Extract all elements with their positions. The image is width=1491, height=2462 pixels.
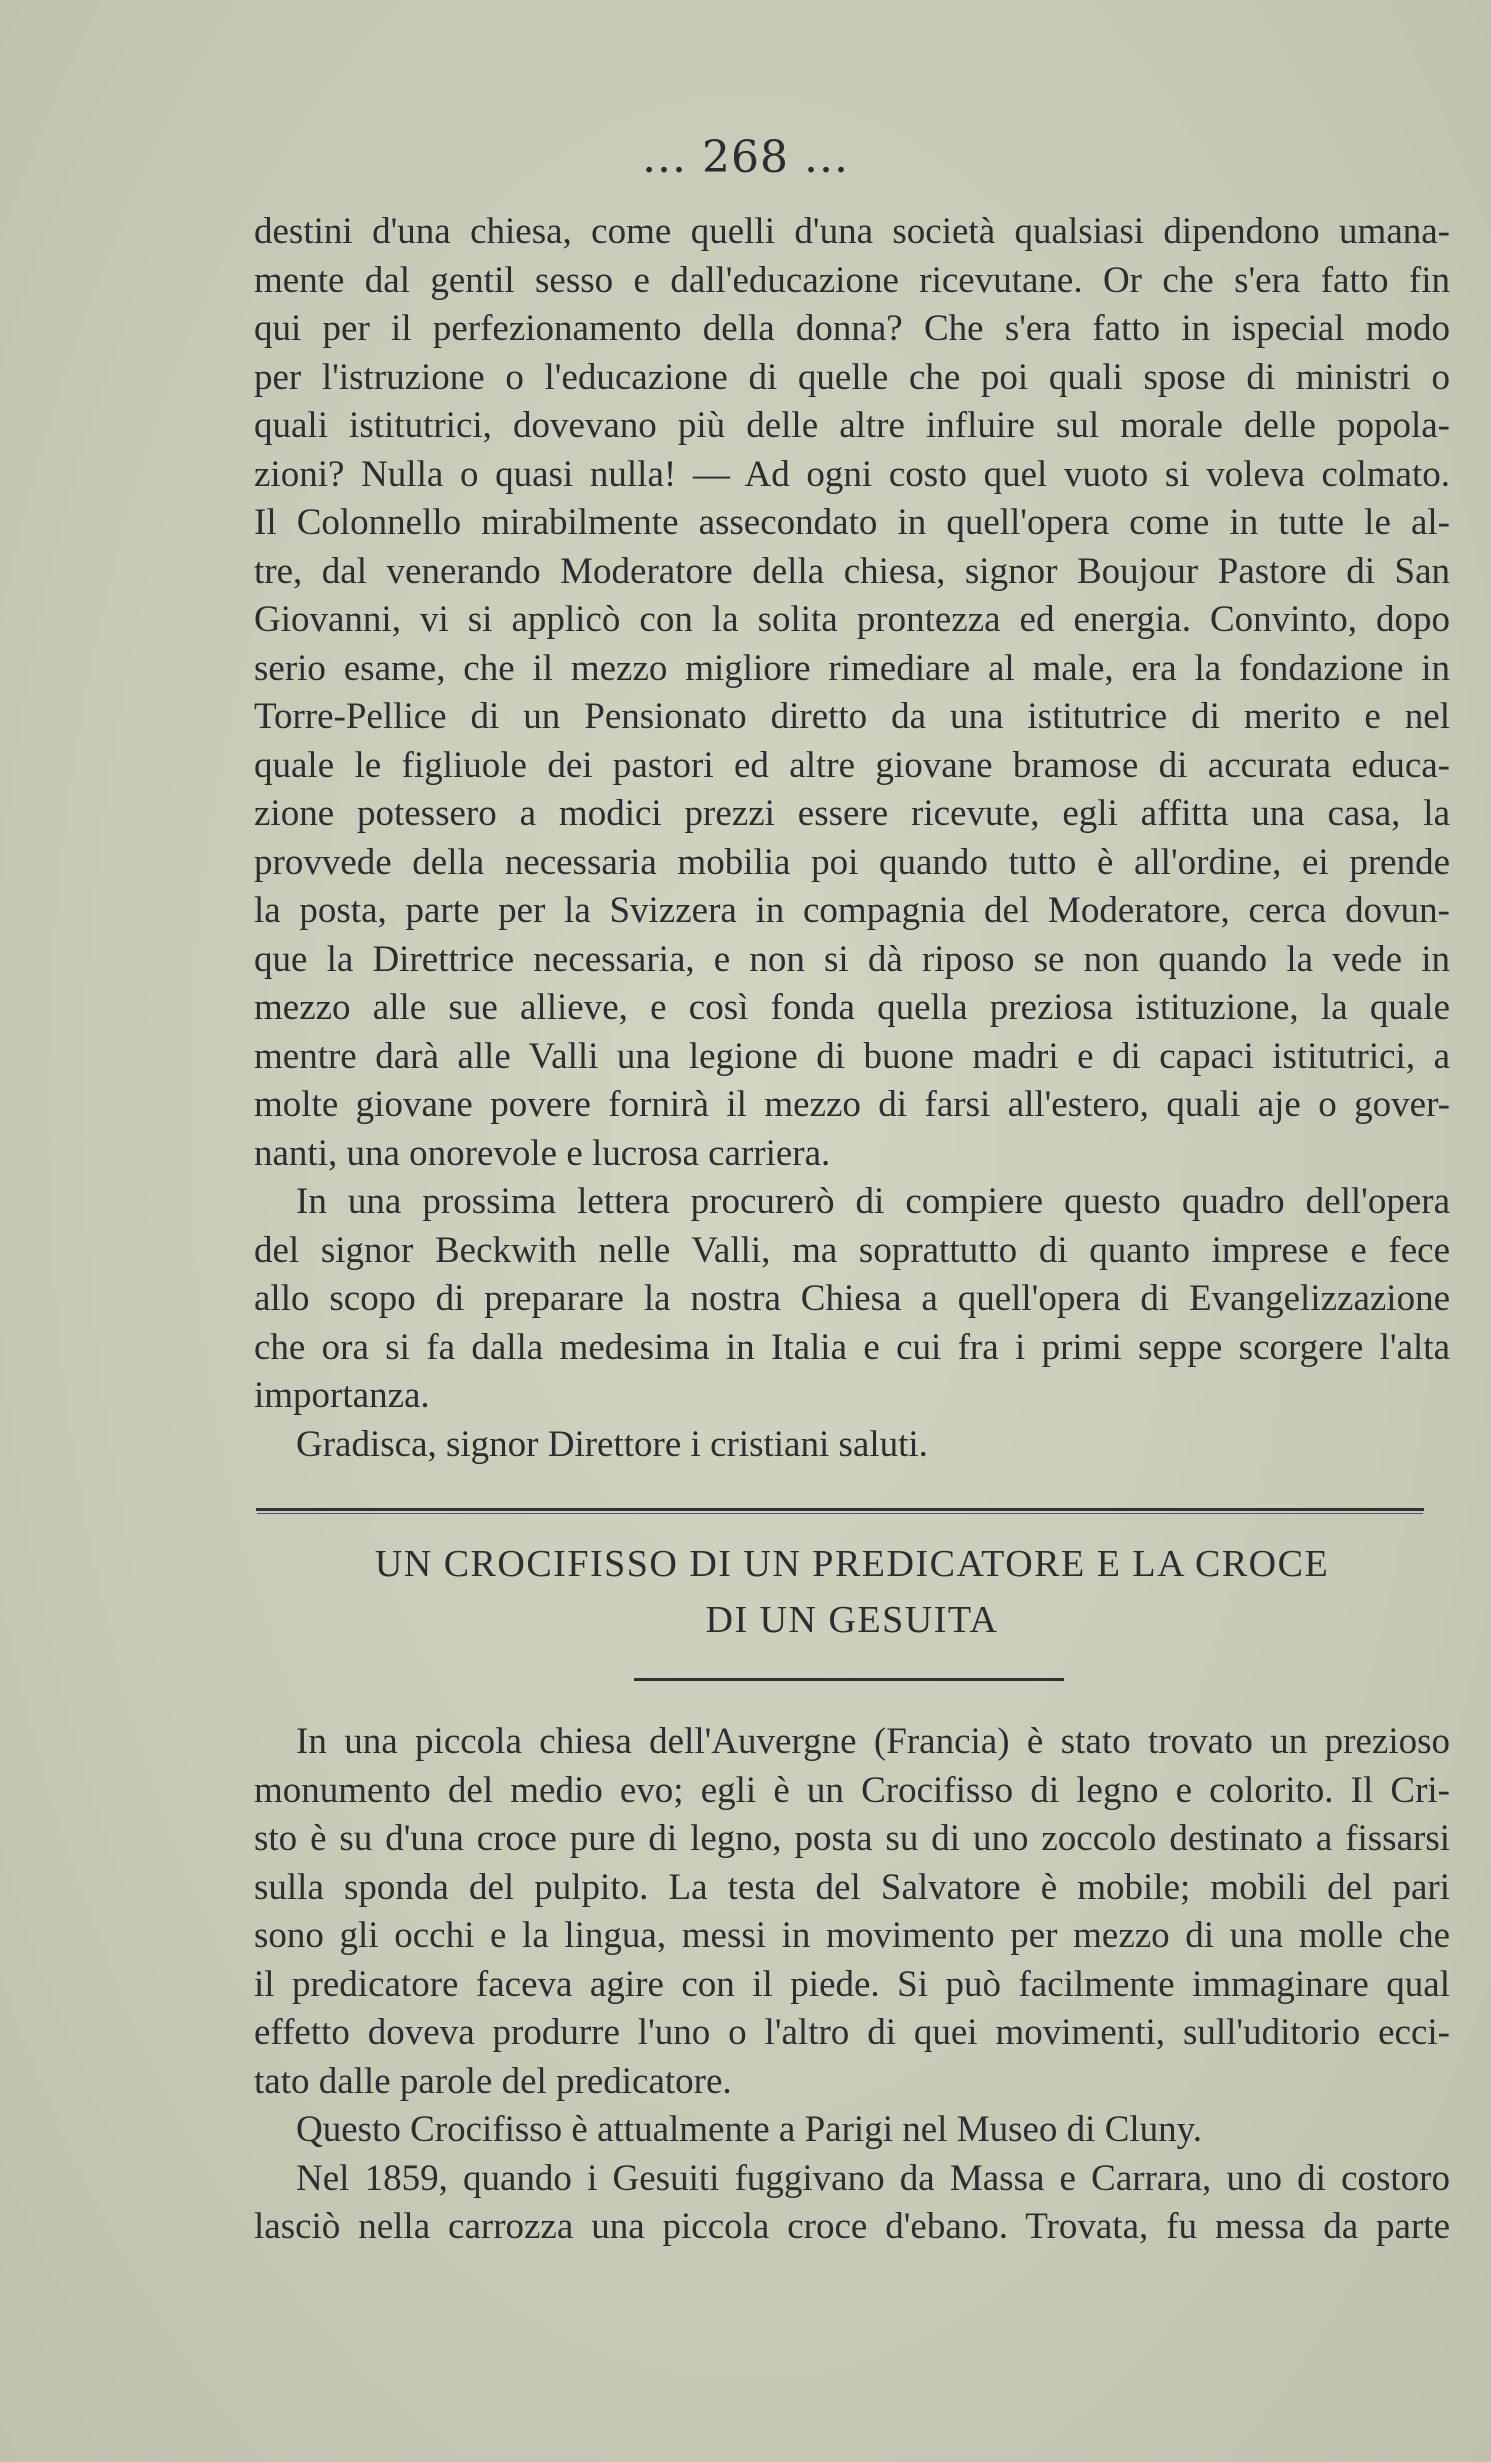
text-line: quali istitutrici, dovevano più delle altre influire sul morale delle popola- [254, 405, 1450, 446]
text-line: sono gli occhi e la lingua, messi in movimento per mezzo di una molle che [254, 1915, 1450, 1956]
text-line: nanti, una onorevole e lucrosa carriera. [254, 1132, 831, 1174]
text-line: Giovanni, vi si applicò con la solita prontezza ed energia. Convinto, dopo [254, 599, 1450, 640]
section-1-body [254, 208, 1450, 1469]
section-2-body [254, 1718, 1450, 2252]
text-line: tre, dal venerando Moderatore della chiesa, signor Boujour Pastore di San [254, 550, 1450, 592]
title-underline [634, 1678, 1064, 1681]
page-number: ... 268 ... [642, 132, 849, 183]
text-line: destini d'una chiesa, come quelli d'una società qualsiasi dipendono umana- [254, 211, 1450, 252]
article-title-line-2: DI UN GESUITA [705, 1599, 999, 1641]
text-line: In una piccola chiesa dell'Auvergne (Francia) è stato trovato un prezioso [296, 1721, 1450, 1762]
text-line: del signor Beckwith nelle Valli, ma soprattutto di quanto imprese e fece [254, 1229, 1450, 1271]
text-line: Nel 1859, quando i Gesuiti fuggivano da Massa e Carrara, uno di costoro [296, 2157, 1450, 2199]
text-line: serio esame, che il mezzo migliore rimediare al male, era la fondazione in [254, 647, 1450, 689]
text-line: Il Colonnello mirabilmente assecondato in quell'opera come in tutte le al- [254, 502, 1450, 543]
text-line: Questo Crocifisso è attualmente a Parigi nel Museo di Cluny. [296, 2109, 1202, 2150]
text-line: importanza. [254, 1375, 430, 1416]
text-line: molte giovane povere fornirà il mezzo di farsi all'estero, quali aje o gover- [254, 1084, 1450, 1125]
text-line: il predicatore faceva agire con il piede. Si può facilmente immaginare qual [254, 1963, 1450, 2005]
text-line: la posta, parte per la Svizzera in compagnia del Moderatore, cerca dovun- [254, 890, 1450, 931]
text-line: provvede della necessaria mobilia poi quando tutto è all'ordine, ei prende [254, 841, 1450, 883]
text-line: effetto doveva produrre l'uno o l'altro di quei movimenti, sull'uditorio ecci- [254, 2012, 1450, 2053]
text-line: mezzo alle sue allieve, e così fonda quella preziosa istituzione, la quale [254, 987, 1450, 1028]
text-line: zioni? Nulla o quasi nulla! — Ad ogni costo quel vuoto si voleva colmato. [254, 453, 1450, 495]
text-line: que la Direttrice necessaria, e non si dà riposo se non quando la vede in [254, 938, 1450, 980]
text-line: che ora si fa dalla medesima in Italia e cui fra i primi seppe scorgere l'alta [254, 1326, 1450, 1368]
text-line: mente dal gentil sesso e dall'educazione ricevutane. Or che s'era fatto fin [254, 259, 1450, 301]
text-line: sto è su d'una croce pure di legno, posta su di uno zoccolo destinato a fissarsi [254, 1818, 1450, 1859]
text-line: Torre-Pellice di un Pensionato diretto da una istitutrice di merito e nel [254, 696, 1450, 737]
text-line: zione potessero a modici prezzi essere ricevute, egli affitta una casa, la [254, 793, 1450, 834]
text-line: lasciò nella carrozza una piccola croce d'ebano. Trovata, fu messa da parte [254, 2206, 1450, 2247]
article-title-line-1: UN CROCIFISSO DI UN PREDICATORE E LA CROCE [374, 1543, 1330, 1585]
text-line: sulla sponda del pulpito. La testa del Salvatore è mobile; mobili del pari [254, 1866, 1450, 1908]
text-line: monumento del medio evo; egli è un Crocifisso di legno e colorito. Il Cri- [254, 1769, 1450, 1811]
text-line: qui per il perfezionamento della donna? Che s'era fatto in ispecial modo [254, 308, 1450, 349]
text-line: allo scopo di preparare la nostra Chiesa a quell'opera di Evangelizzazione [254, 1278, 1450, 1319]
text-line: In una prossima lettera procurerò di compiere questo quadro dell'opera [296, 1181, 1450, 1222]
section-divider [256, 1508, 1424, 1511]
text-line: mentre darà alle Valli una legione di buone madri e di capaci istitutrici, a [254, 1035, 1450, 1077]
text-line: tato dalle parole del predicatore. [254, 2060, 732, 2102]
text-line: per l'istruzione o l'educazione di quelle che poi quali spose di ministri o [254, 356, 1450, 398]
text-line: quale le figliuole dei pastori ed altre giovane bramose di accurata educa- [254, 744, 1450, 786]
text-line: Gradisca, signor Direttore i cristiani saluti. [296, 1423, 928, 1465]
